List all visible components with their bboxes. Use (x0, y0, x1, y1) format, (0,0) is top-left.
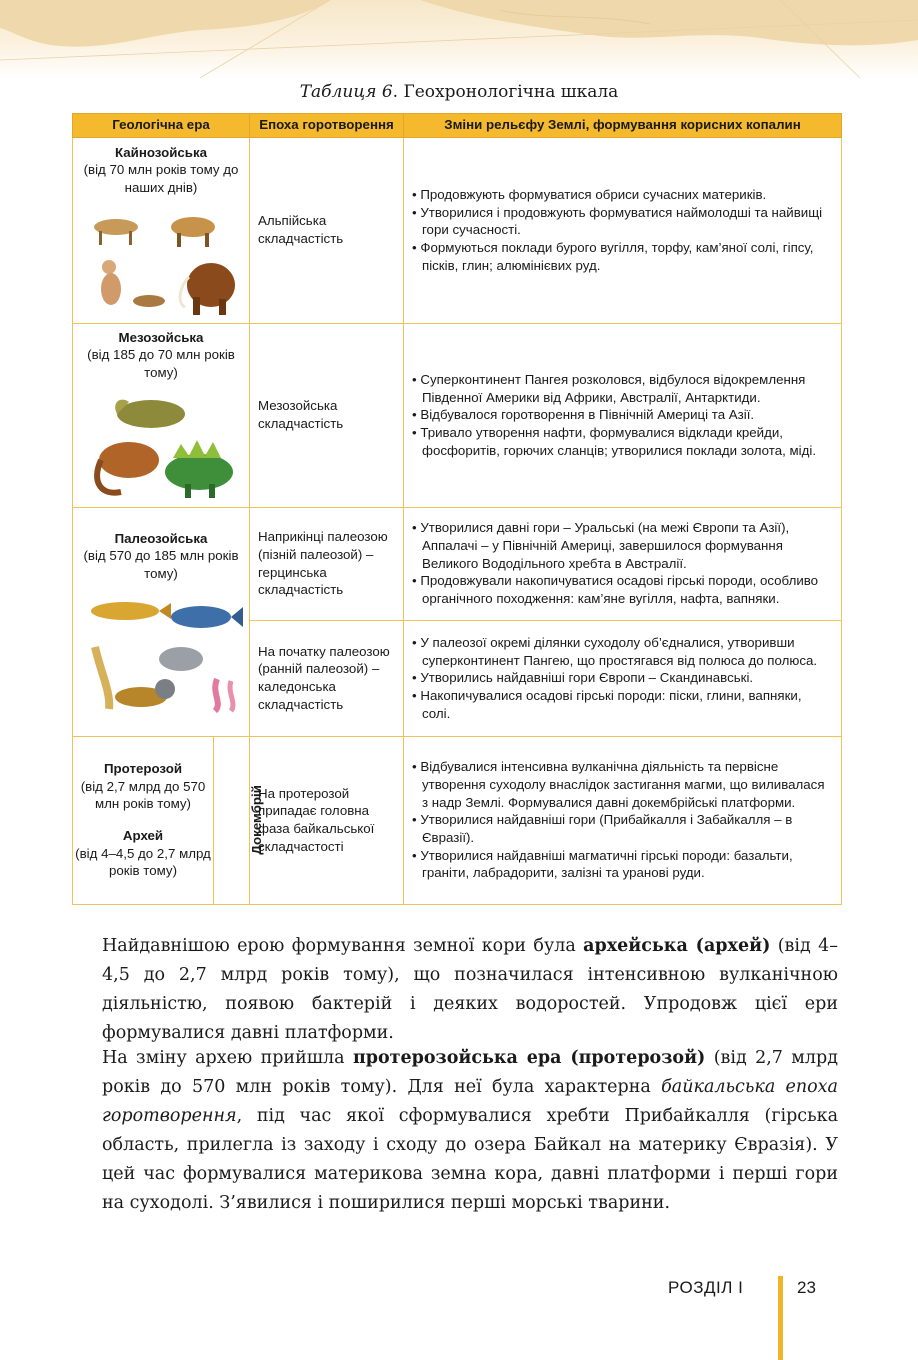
footer-divider-bar (778, 1276, 783, 1360)
changes-paleozoic-early (404, 620, 842, 736)
era-name-paleozoic: Палеозойська (114, 530, 208, 546)
mammals-illustration-icon (81, 207, 241, 317)
paragraph-2-italic-term: байкальська епоха горотворення (102, 1077, 838, 1126)
list-item: • Утворилися і продовжують формуватися наймолодші та найвищі гори сучасності. (412, 204, 833, 239)
table-row-precambrian (73, 736, 842, 904)
list-item: • Продовжують формуватися обриси сучасних материків. (412, 186, 833, 204)
changes-mesozoic (404, 323, 842, 507)
paragraph-1-term: архейська (архей) (583, 936, 771, 956)
table-row-mesozoic (73, 323, 842, 507)
era-cell-paleozoic (73, 507, 250, 736)
header-changes: Зміни рельєфу Землі, формування корисних копалин (404, 114, 842, 138)
epoch-cenozoic: Альпійська складчастість (250, 137, 404, 323)
precambrian-vertical-label-cell (214, 736, 264, 904)
list-item: • Утворилися найдавніші магматичні гірські породи: базальти, граніти, лабрадорити, залізні та уранові руди. (412, 847, 833, 882)
era-period-mesozoic: (від 185 до 70 млн років тому) (87, 347, 235, 380)
paragraph-proterozoic (102, 1044, 838, 1218)
era-name-archean: Архей (122, 828, 164, 844)
paragraph-1-text-a: Найдавнішою ерою формування земної кори була (102, 936, 584, 956)
geochronological-table (72, 113, 842, 905)
list-item: • Утворились найдавніші гори Європи – Скандинавські. (412, 669, 833, 687)
footer-section-label: РОЗДІЛ І (668, 1278, 744, 1297)
era-name-mesozoic: Мезозойська (118, 329, 204, 345)
list-item: • Відбувалося горотворення в Північній Америці та Азії. (412, 406, 833, 424)
era-period-paleozoic: (від 570 до 185 млн років тому) (83, 548, 239, 581)
paragraph-2-text-a: На зміну архею прийшла (102, 1048, 353, 1068)
epoch-paleozoic-late: Наприкінці палеозою (пізній палеозой) – герцинська складчастість (250, 507, 404, 620)
era-cell-precambrian (73, 736, 214, 904)
era-period-archean: (від 4–4,5 до 2,7 млрд років тому) (75, 845, 211, 879)
changes-cenozoic (404, 137, 842, 323)
header-epoch: Епоха горотворення (250, 114, 404, 138)
era-period-cenozoic: (від 70 млн років тому до наших днів) (83, 162, 239, 195)
changes-precambrian (404, 736, 842, 904)
era-name-cenozoic: Кайнозойська (114, 144, 208, 160)
era-period-proterozoic: (від 2,7 млрд до 570 млн років тому) (80, 778, 206, 812)
paragraph-1-text-c: (від 4–4,5 до 2,7 млрд років тому), що позначилася інтенсивною вулканічною діяльністю, появою бактерій і деяких водоростей. Упродовж цієї ери формувалися давні платформи. (102, 936, 838, 1043)
epoch-paleozoic-early: На початку палеозою (ранній палеозой) – каледонська складчастість (250, 620, 404, 736)
table-row-paleozoic-late (73, 507, 842, 620)
header-map-decoration (0, 0, 918, 78)
list-item: • Утворилися давні гори – Уральські (на межі Європи та Азії), Аппалачі – у Північній Америці, завершилося формування Великого Вододільного хребта в Австралії. (412, 519, 833, 572)
precambrian-vertical-label: Докембрій (248, 785, 264, 855)
table-caption (0, 82, 918, 102)
list-item: • Формуються поклади бурого вугілля, торфу, кам’яної солі, гіпсу, пісків, глин; алюмінієвих руд. (412, 239, 833, 274)
table-row-cenozoic (73, 137, 842, 323)
epoch-mesozoic: Мезозойська складчастість (250, 323, 404, 507)
dinosaurs-illustration-icon (81, 392, 241, 502)
list-item: • Суперконтинент Пангея розколовся, відбулося відокремлення Південної Америки від Африки, Австралії, Антарктиди. (412, 371, 833, 406)
table-caption-label: Таблиця 6 (299, 82, 393, 102)
paragraph-2-term: протерозойська ера (протерозой) (352, 1048, 706, 1068)
paragraph-archean (102, 932, 838, 1048)
table-header-row (73, 114, 842, 138)
changes-paleozoic-late (404, 507, 842, 620)
era-name-proterozoic: Протерозой (103, 761, 183, 777)
ancient-sea-life-illustration-icon (81, 593, 245, 713)
list-item: • Утворилися найдавніші гори (Прибайкалля і Забайкалля – в Євразії). (412, 811, 833, 846)
paragraph-2-text-c: (від 2,7 млрд років до 570 млн років тому). Для неї була характерна (102, 1048, 838, 1097)
page-number: 23 (797, 1278, 816, 1297)
list-item: • У палеозої окремі ділянки суходолу об’єдналися, утворивши суперконтинент Пангею, що простягався від полюса до полюса. (412, 634, 833, 669)
list-item: • Накопичувалися осадові гірські породи: піски, глини, вапняки, солі. (412, 687, 833, 722)
epoch-precambrian: На протерозой припадає головна фаза байкальської складчастості (250, 736, 404, 904)
list-item: • Продовжували накопичуватися осадові гірські породи, особливо органічного походження: кам’яне вугілля, нафта, вапняки. (412, 572, 833, 607)
list-item: • Тривало утворення нафти, формувалися відклади крейди, фосфоритів, горючих сланців; утворилися поклади золота, міді. (412, 424, 833, 459)
header-era: Геологічна ера (73, 114, 250, 138)
table-caption-title: . Геохронологічна шкала (392, 82, 619, 102)
list-item: • Відбувалися інтенсивна вулканічна діяльність та первісне утворення суходолу внаслідок застигання магми, що виливалася з надр Землі. Формувалися давні докембрійські платформи. (412, 758, 833, 811)
paragraph-2-text-e: , під час якої сформувалися хребти Прибайкалля (гірська область, прилегла із заходу і сходу до озера Байкал на материку Євразія). У цей час формувалися материкова земна кора, давні платформи і перші гори на суходолі. З’явилися і поширилися перші морські тварини. (102, 1106, 838, 1213)
era-cell-mesozoic (73, 323, 250, 507)
era-cell-cenozoic (73, 137, 250, 323)
